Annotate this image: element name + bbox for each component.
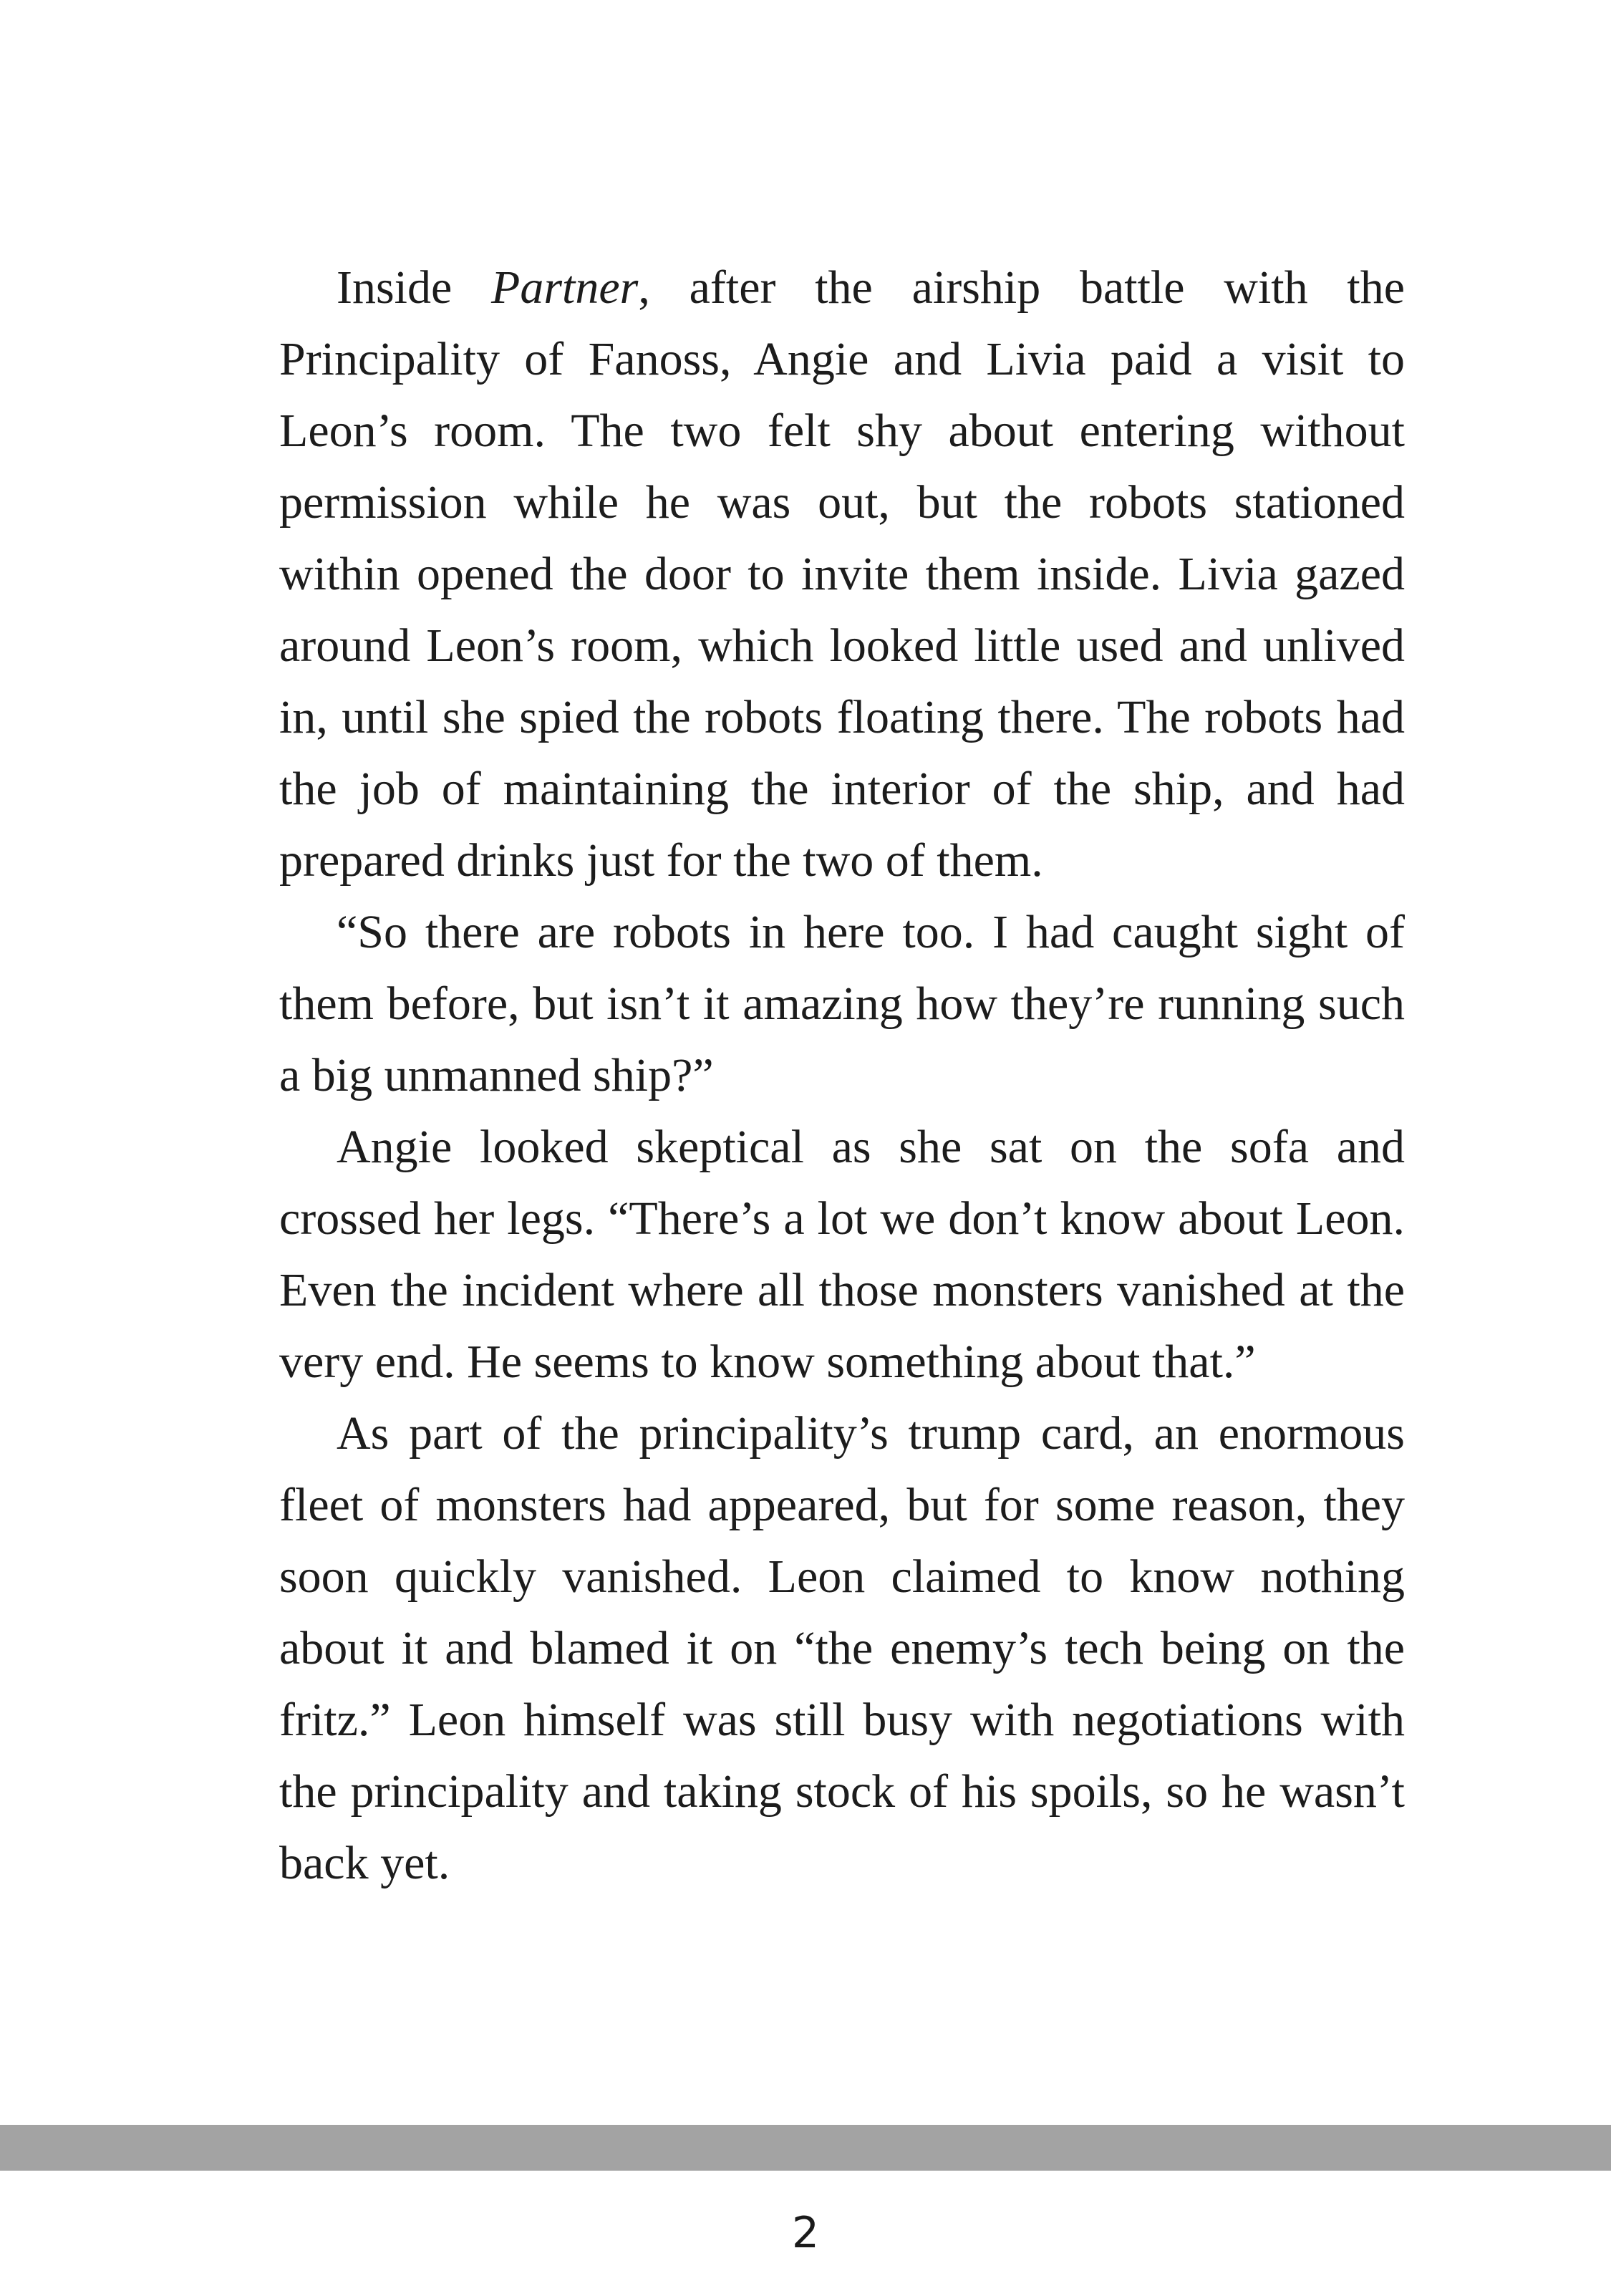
- body-text: [279, 252, 1405, 1899]
- paragraph-2: “So there are robots in here too. I had caught sight of them before, but isn’t it amazing how they’re running such a big unmanned ship?”: [279, 906, 1405, 1101]
- footer-bar: [0, 2125, 1611, 2171]
- paragraph-1-rest: , after the airship battle with the Principality of Fanoss, Angie and Livia paid a visit to Leon’s room. The two felt shy about entering without permission while he was out, but the robots stationed within opened the door to invite them inside. Livia gazed around Leon’s room, which looked little used and unlived in, until she spied the robots floating there. The robots had the job of maintaining the interior of the ship, and had prepared drinks just for the two of them.: [279, 261, 1405, 887]
- paragraph-1: [279, 252, 1405, 897]
- ship-name: Partner: [491, 261, 639, 314]
- paragraph-3: Angie looked skeptical as she sat on the sofa and crossed her legs. “There’s a lot we don’t know about Leon. Even the incident where all those monsters vanished at the very end. He seems to know something about that.”: [279, 1121, 1405, 1388]
- paragraph-4: As part of the principality’s trump card, an enormous fleet of monsters had appeared, but for some reason, they soon quickly vanished. Leon claimed to know nothing about it and blamed it on “the enemy’s tech being on the fritz.” Leon himself was still busy with negotiations with the principality and taking stock of his spoils, so he wasn’t back yet.: [279, 1407, 1405, 1889]
- paragraph-1-lead: Inside: [337, 261, 492, 314]
- page-number: 2: [791, 2208, 820, 2258]
